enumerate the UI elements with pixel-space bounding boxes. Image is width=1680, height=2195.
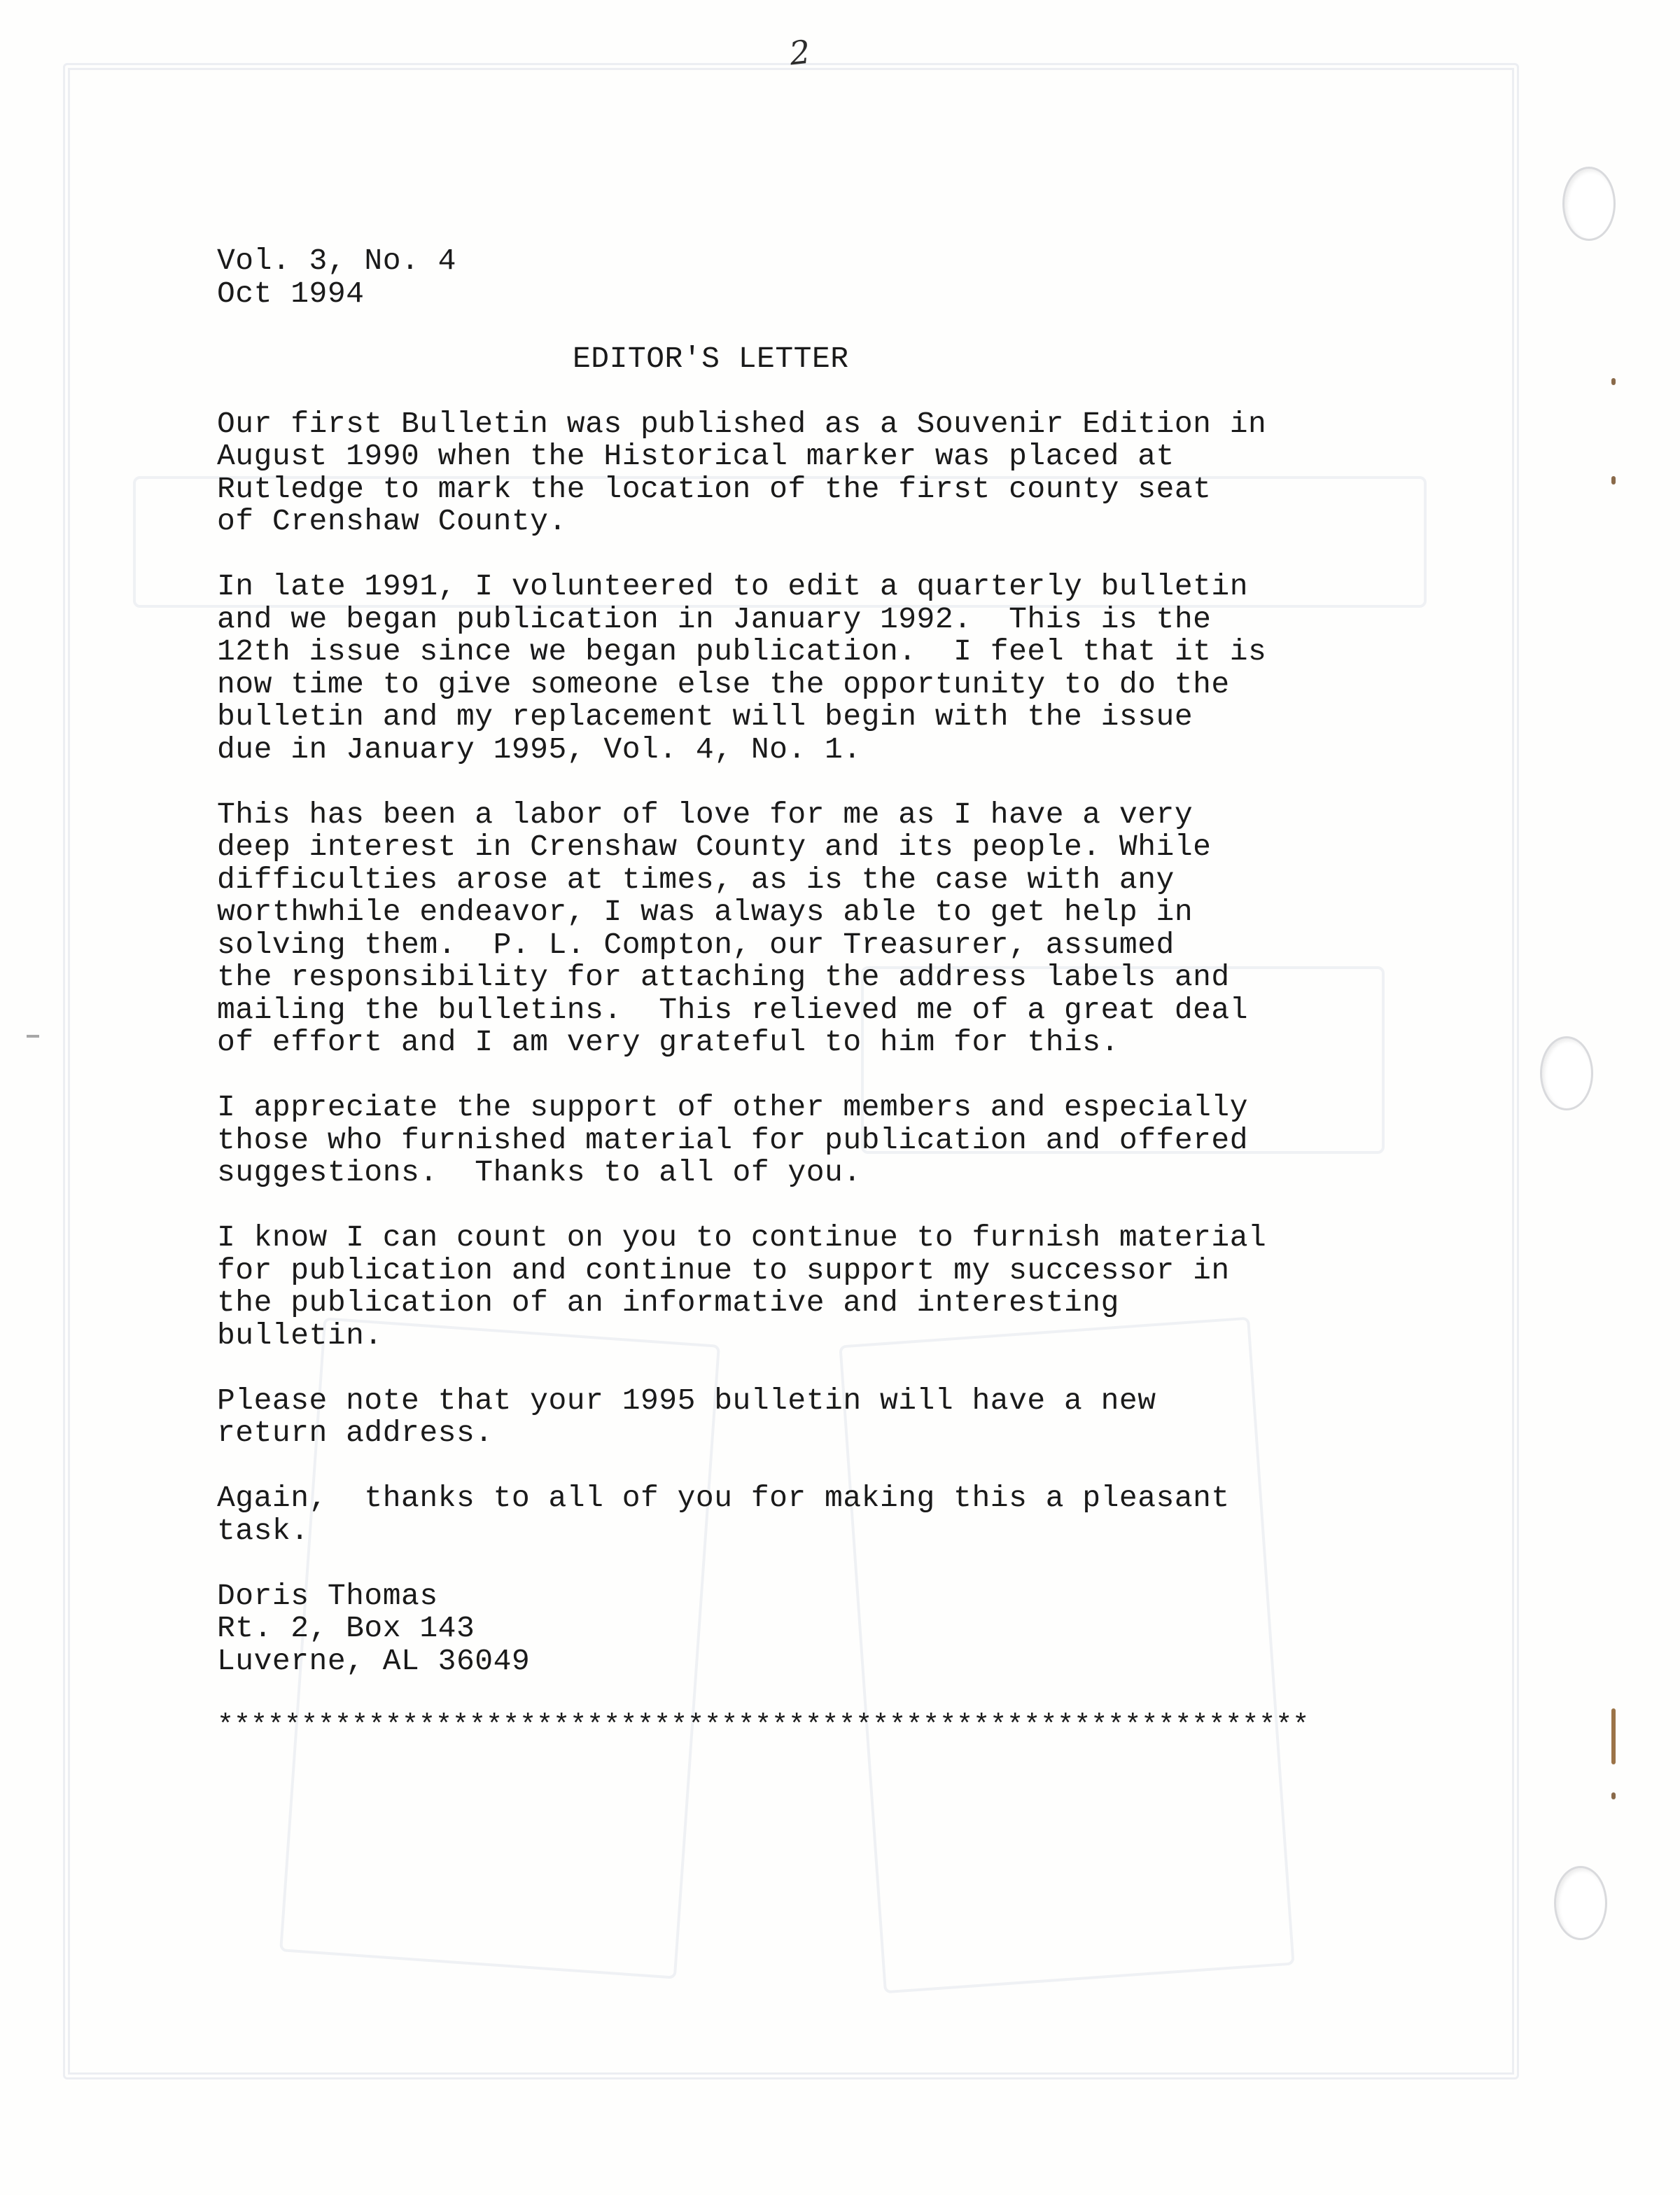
text-line: for publication and continue to support my successor in <box>217 1253 1230 1288</box>
paragraph <box>217 1385 1561 1450</box>
text-line: Again, thanks to all of you for making this a pleasant <box>217 1481 1230 1515</box>
paragraph <box>217 1482 1561 1547</box>
text-line: task. <box>217 1513 309 1548</box>
paragraph <box>217 571 1561 766</box>
text-line: worthwhile endeavor, I was always able to get help in <box>217 895 1194 929</box>
text-line: bulletin and my replacement will begin with the issue <box>217 699 1194 734</box>
margin-mark <box>1611 378 1616 385</box>
text-line: due in January 1995, Vol. 4, No. 1. <box>217 732 862 767</box>
signature-block <box>217 1580 1561 1678</box>
text-line: and we began publication in January 1992. This is the <box>217 601 1212 636</box>
text-line: suggestions. Thanks to all of you. <box>217 1155 862 1190</box>
paragraph <box>217 408 1561 538</box>
asterisk-divider: ***************************************************************** <box>217 1710 1310 1742</box>
text-line: Please note that your 1995 bulletin will have a new <box>217 1383 1156 1418</box>
text-line: This has been a labor of love for me as I have a very <box>217 797 1194 832</box>
signature-city: Luverne, AL 36049 <box>217 1643 531 1678</box>
text-line: bulletin. <box>217 1318 383 1353</box>
signature-address: Rt. 2, Box 143 <box>217 1611 475 1645</box>
text-line: of Crenshaw County. <box>217 504 567 538</box>
hole-punch <box>1554 1866 1607 1940</box>
text-line: the publication of an informative and interesting <box>217 1285 1119 1320</box>
page-number: 2 <box>788 32 813 73</box>
text-line: return address. <box>217 1416 493 1450</box>
text-line: those who furnished material for publication and offered <box>217 1122 1249 1157</box>
text-line: August 1990 when the Historical marker was placed at <box>217 439 1175 473</box>
margin-mark <box>1611 1708 1616 1764</box>
text-line: now time to give someone else the opportunity to do the <box>217 667 1230 702</box>
text-line: difficulties arose at times, as is the case with any <box>217 862 1175 897</box>
margin-mark <box>1611 476 1616 485</box>
hole-punch <box>1562 167 1616 241</box>
margin-mark <box>27 1035 39 1038</box>
text-line: solving them. P. L. Compton, our Treasurer, assumed <box>217 927 1175 962</box>
volume-line: Vol. 3, No. 4 <box>217 244 456 278</box>
text-line: Our first Bulletin was published as a Souvenir Edition in <box>217 406 1267 441</box>
text-line: mailing the bulletins. This relieved me of a great deal <box>217 992 1249 1027</box>
paragraph <box>217 1222 1561 1352</box>
date-line: Oct 1994 <box>217 276 365 311</box>
text-line: of effort and I am very grateful to him for this. <box>217 1025 1119 1059</box>
signature-name: Doris Thomas <box>217 1578 438 1613</box>
text-line: In late 1991, I volunteered to edit a quarterly bulletin <box>217 569 1249 604</box>
page-title: EDITOR'S LETTER <box>573 341 849 376</box>
text-line: 12th issue since we began publication. I feel that it is <box>217 634 1267 669</box>
text-line: I know I can count on you to continue to furnish material <box>217 1220 1267 1255</box>
text-line: I appreciate the support of other members and especially <box>217 1090 1249 1124</box>
text-line: deep interest in Crenshaw County and its people. While <box>217 830 1212 864</box>
letter-content <box>217 245 1561 1743</box>
margin-mark <box>1611 1792 1616 1799</box>
text-line: Rutledge to mark the location of the first county seat <box>217 471 1212 506</box>
paragraph <box>217 1092 1561 1190</box>
text-line: the responsibility for attaching the address labels and <box>217 960 1230 994</box>
paragraph <box>217 799 1561 1059</box>
